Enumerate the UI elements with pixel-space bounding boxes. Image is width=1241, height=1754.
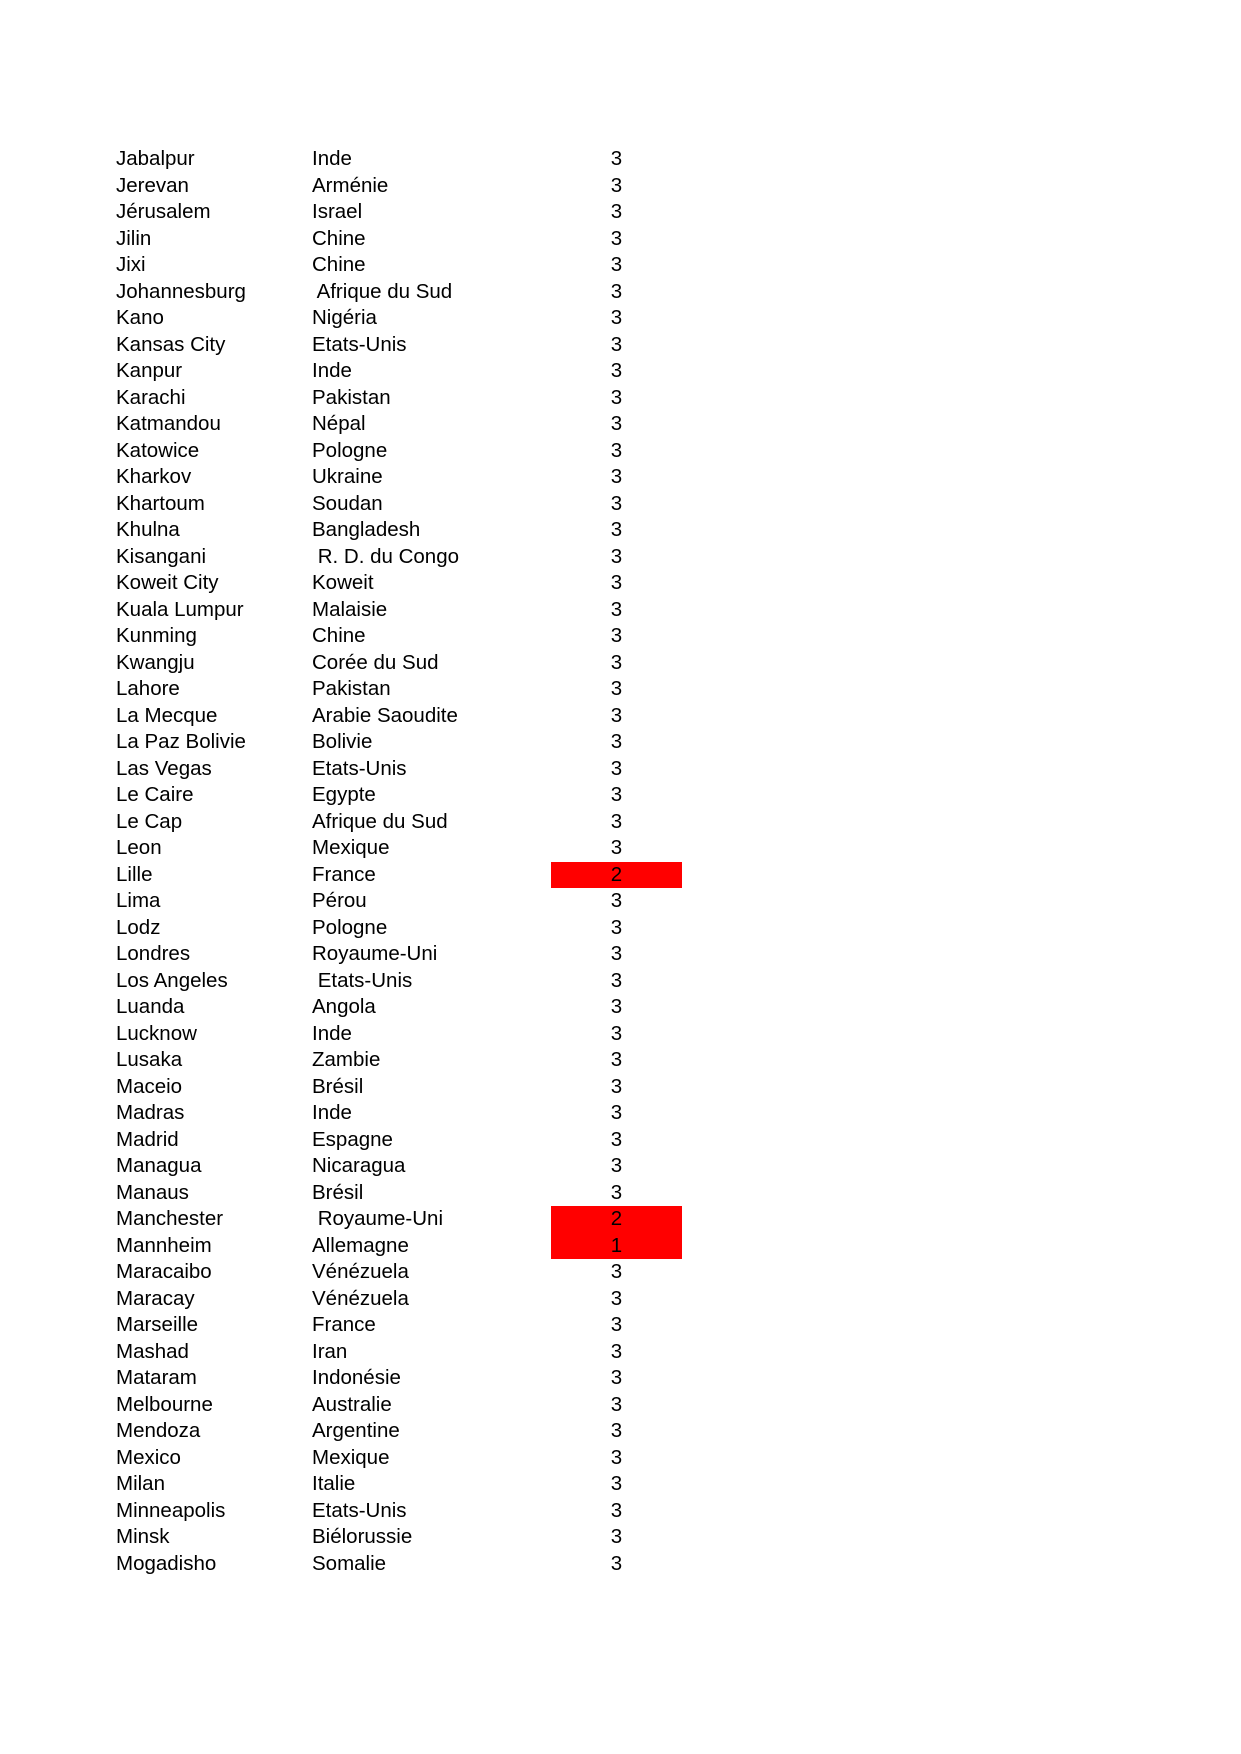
city-cell: Jilin [116,226,152,250]
table-row [0,1471,1241,1498]
country-cell: Angola [312,995,376,1018]
city-cell: Khartoum [116,491,205,515]
table-row [0,650,1241,677]
country-cell: Etats-Unis [312,332,407,356]
city-cell: Madrid [116,1127,179,1151]
table-row [0,597,1241,624]
table-row [0,1233,1241,1260]
score-cell: 3 [610,624,623,647]
score-cell: 3 [610,650,623,674]
table-row [0,703,1241,730]
score-cell: 3 [610,995,623,1018]
country-cell: Inde [312,1101,352,1124]
score-cell: 3 [610,1419,623,1442]
score-cell: 3 [610,253,623,276]
table-row [0,464,1241,491]
city-cell: Melbourne [116,1392,213,1416]
city-cell: Leon [116,836,162,859]
country-cell: France [312,1313,376,1336]
country-cell: Ukraine [312,465,383,488]
score-cell: 3 [610,412,623,435]
city-cell: Kano [116,306,164,329]
table-row [0,252,1241,279]
table-row [0,199,1241,226]
score-cell: 3 [610,359,623,382]
score-cell: 3 [610,783,623,806]
country-cell: Iran [312,1339,348,1363]
country-cell: Pologne [312,915,388,939]
score-cell: 3 [610,730,623,753]
table-row [0,1339,1241,1366]
table-row [0,862,1241,889]
table-row [0,835,1241,862]
country-cell: France [312,862,376,886]
city-cell: Minsk [116,1525,170,1548]
table-row [0,994,1241,1021]
score-cell: 3 [610,1260,623,1283]
score-cell: 3 [610,1366,623,1389]
country-cell: Etats-Unis [312,968,413,992]
city-cell: Kansas City [116,332,226,356]
country-cell: Vénézuela [312,1260,409,1283]
country-cell: Indonésie [312,1366,401,1389]
city-cell: Maceio [116,1074,183,1098]
city-cell: Lusaka [116,1048,183,1071]
country-cell: Espagne [312,1127,393,1151]
table-row [0,570,1241,597]
country-cell: Arabie Saoudite [312,703,458,727]
score-cell: 3 [610,1286,623,1310]
country-cell: Argentine [312,1419,400,1442]
score-cell: 3 [610,1313,623,1336]
score-cell: 3 [610,1392,623,1416]
country-cell: Chine [312,624,366,647]
score-cell: 3 [610,703,623,727]
table-row [0,1286,1241,1313]
country-cell: Soudan [312,491,383,515]
table-row [0,1498,1241,1525]
country-cell: Mexique [312,836,390,859]
city-cell: Marseille [116,1313,199,1336]
city-cell: Lucknow [116,1021,197,1045]
score-cell: 3 [610,597,623,621]
country-cell: Pakistan [312,677,391,700]
city-cell: Los Angeles [116,968,228,992]
city-cell: Kuala Lumpur [116,597,244,621]
city-cell: Khulna [116,518,180,541]
score-cell: 3 [610,1021,623,1045]
table-row [0,438,1241,465]
score-cell: 3 [610,385,623,409]
table-row [0,1524,1241,1551]
city-cell: Jerevan [116,173,189,197]
table-row [0,888,1241,915]
table-row [0,226,1241,253]
city-cell: Katmandou [116,412,221,435]
city-cell: Mendoza [116,1419,201,1442]
table-row [0,491,1241,518]
score-cell: 3 [610,173,623,197]
score-cell: 3 [610,518,623,541]
score-cell-highlighted: 1 [551,1233,682,1260]
city-cell: Luanda [116,995,185,1018]
city-cell: Koweit City [116,571,219,594]
country-cell: Etats-Unis [312,1498,407,1522]
country-cell: Inde [312,1021,352,1045]
score-cell: 3 [610,1445,623,1469]
table-row [0,1180,1241,1207]
country-cell: Pologne [312,438,388,462]
country-cell: Allemagne [312,1233,409,1257]
table-row [0,1047,1241,1074]
score-cell: 3 [610,1339,623,1363]
city-cell: Johannesburg [116,279,246,303]
country-cell: Bolivie [312,730,373,753]
score-cell: 3 [610,1525,623,1548]
country-cell: Somalie [312,1551,387,1575]
table-row [0,809,1241,836]
score-cell: 3 [610,226,623,250]
score-cell: 3 [610,491,623,515]
country-cell: Israel [312,200,363,223]
country-cell: Mexique [312,1445,390,1469]
city-cell: Lodz [116,915,161,939]
country-cell: Royaume-Uni [312,942,438,965]
country-cell: Australie [312,1392,392,1416]
city-cell: Karachi [116,385,186,409]
score-cell: 3 [610,809,623,833]
city-cell: Manchester [116,1207,224,1230]
country-cell: Etats-Unis [312,756,407,780]
city-cell: Le Cap [116,809,183,833]
city-cell: Mannheim [116,1233,212,1257]
country-cell: Inde [312,359,352,382]
table-row [0,305,1241,332]
table-row [0,782,1241,809]
score-cell: 3 [610,942,623,965]
country-cell: Népal [312,412,366,435]
country-cell: Bangladesh [312,518,421,541]
score-cell: 3 [610,1154,623,1177]
city-cell: Milan [116,1472,165,1495]
table-row [0,517,1241,544]
score-cell: 3 [610,544,623,568]
country-cell: R. D. du Congo [312,544,459,568]
score-cell: 3 [610,1074,623,1098]
city-cell: Managua [116,1154,202,1177]
city-cell: Madras [116,1101,185,1124]
city-cell: Kanpur [116,359,183,382]
city-cell: Jérusalem [116,200,211,223]
table-row [0,1021,1241,1048]
score-cell: 3 [610,1048,623,1071]
score-cell: 3 [610,1127,623,1151]
score-cell: 3 [610,465,623,488]
table-row [0,1127,1241,1154]
score-cell: 3 [610,836,623,859]
country-cell: Nigéria [312,306,377,329]
score-cell: 3 [610,306,623,329]
city-cell: Jabalpur [116,147,195,170]
score-cell: 3 [610,438,623,462]
city-cell: Maracaibo [116,1260,212,1283]
city-cell: Mexico [116,1445,181,1469]
table-row [0,941,1241,968]
score-cell: 3 [610,1472,623,1495]
country-cell: Brésil [312,1180,364,1204]
score-cell-highlighted: 2 [551,1206,682,1233]
table-row [0,332,1241,359]
table-row [0,1074,1241,1101]
country-cell: Brésil [312,1074,364,1098]
table-row [0,1206,1241,1233]
table-row [0,385,1241,412]
table-row [0,1365,1241,1392]
table-row [0,1392,1241,1419]
country-cell: Nicaragua [312,1154,406,1177]
city-cell: Kwangju [116,650,195,674]
country-cell: Arménie [312,173,389,197]
city-cell: Kunming [116,624,197,647]
city-cell: Maracay [116,1286,195,1310]
country-cell: Biélorussie [312,1525,413,1548]
score-cell: 3 [610,571,623,594]
table-row [0,1100,1241,1127]
table-row [0,1153,1241,1180]
country-cell: Corée du Sud [312,650,439,674]
table-row [0,544,1241,571]
table-row [0,968,1241,995]
table-row [0,1418,1241,1445]
country-cell: Egypte [312,783,376,806]
table-row [0,146,1241,173]
city-cell: Jixi [116,253,146,276]
city-cell: Manaus [116,1180,189,1204]
country-cell: Pérou [312,889,367,912]
score-cell: 3 [610,200,623,223]
score-cell-highlighted: 2 [551,862,682,889]
score-cell: 3 [610,968,623,992]
country-cell: Pakistan [312,385,391,409]
country-cell: Afrique du Sud [312,279,453,303]
score-cell: 3 [610,756,623,780]
score-cell: 3 [610,1101,623,1124]
score-cell: 3 [610,147,623,170]
city-cell: Lahore [116,677,180,700]
table-row [0,623,1241,650]
score-cell: 3 [610,889,623,912]
city-cell: Minneapolis [116,1498,226,1522]
city-cell: Kharkov [116,465,192,488]
city-cell: La Mecque [116,703,218,727]
score-cell: 3 [610,1551,623,1575]
city-cell: Lima [116,889,161,912]
city-cell: Londres [116,942,191,965]
score-cell: 3 [610,279,623,303]
city-cell: Mataram [116,1366,197,1389]
table-row [0,1445,1241,1472]
table-row [0,676,1241,703]
country-cell: Royaume-Uni [312,1207,444,1230]
table-row [0,1551,1241,1578]
city-cell: La Paz Bolivie [116,730,246,753]
table-row [0,1312,1241,1339]
score-cell: 3 [610,915,623,939]
city-cell: Le Caire [116,783,194,806]
city-cell: Mogadisho [116,1551,217,1575]
city-cell: Lille [116,862,153,886]
score-cell: 3 [610,677,623,700]
table-row [0,173,1241,200]
country-cell: Zambie [312,1048,381,1071]
country-cell: Koweit [312,571,374,594]
city-cell: Kisangani [116,544,207,568]
city-cell: Las Vegas [116,756,212,780]
country-cell: Afrique du Sud [312,809,448,833]
table-row [0,279,1241,306]
table-row [0,1259,1241,1286]
score-cell: 3 [610,1180,623,1204]
city-cell: Katowice [116,438,200,462]
country-cell: Italie [312,1472,356,1495]
country-cell: Malaisie [312,597,388,621]
table-row [0,915,1241,942]
score-cell: 3 [610,332,623,356]
table-row [0,756,1241,783]
country-cell: Chine [312,253,366,276]
table-row [0,729,1241,756]
table-row [0,411,1241,438]
score-cell: 3 [610,1498,623,1522]
country-cell: Inde [312,147,352,170]
country-cell: Vénézuela [312,1286,409,1310]
country-cell: Chine [312,226,366,250]
table-row [0,358,1241,385]
city-cell: Mashad [116,1339,189,1363]
